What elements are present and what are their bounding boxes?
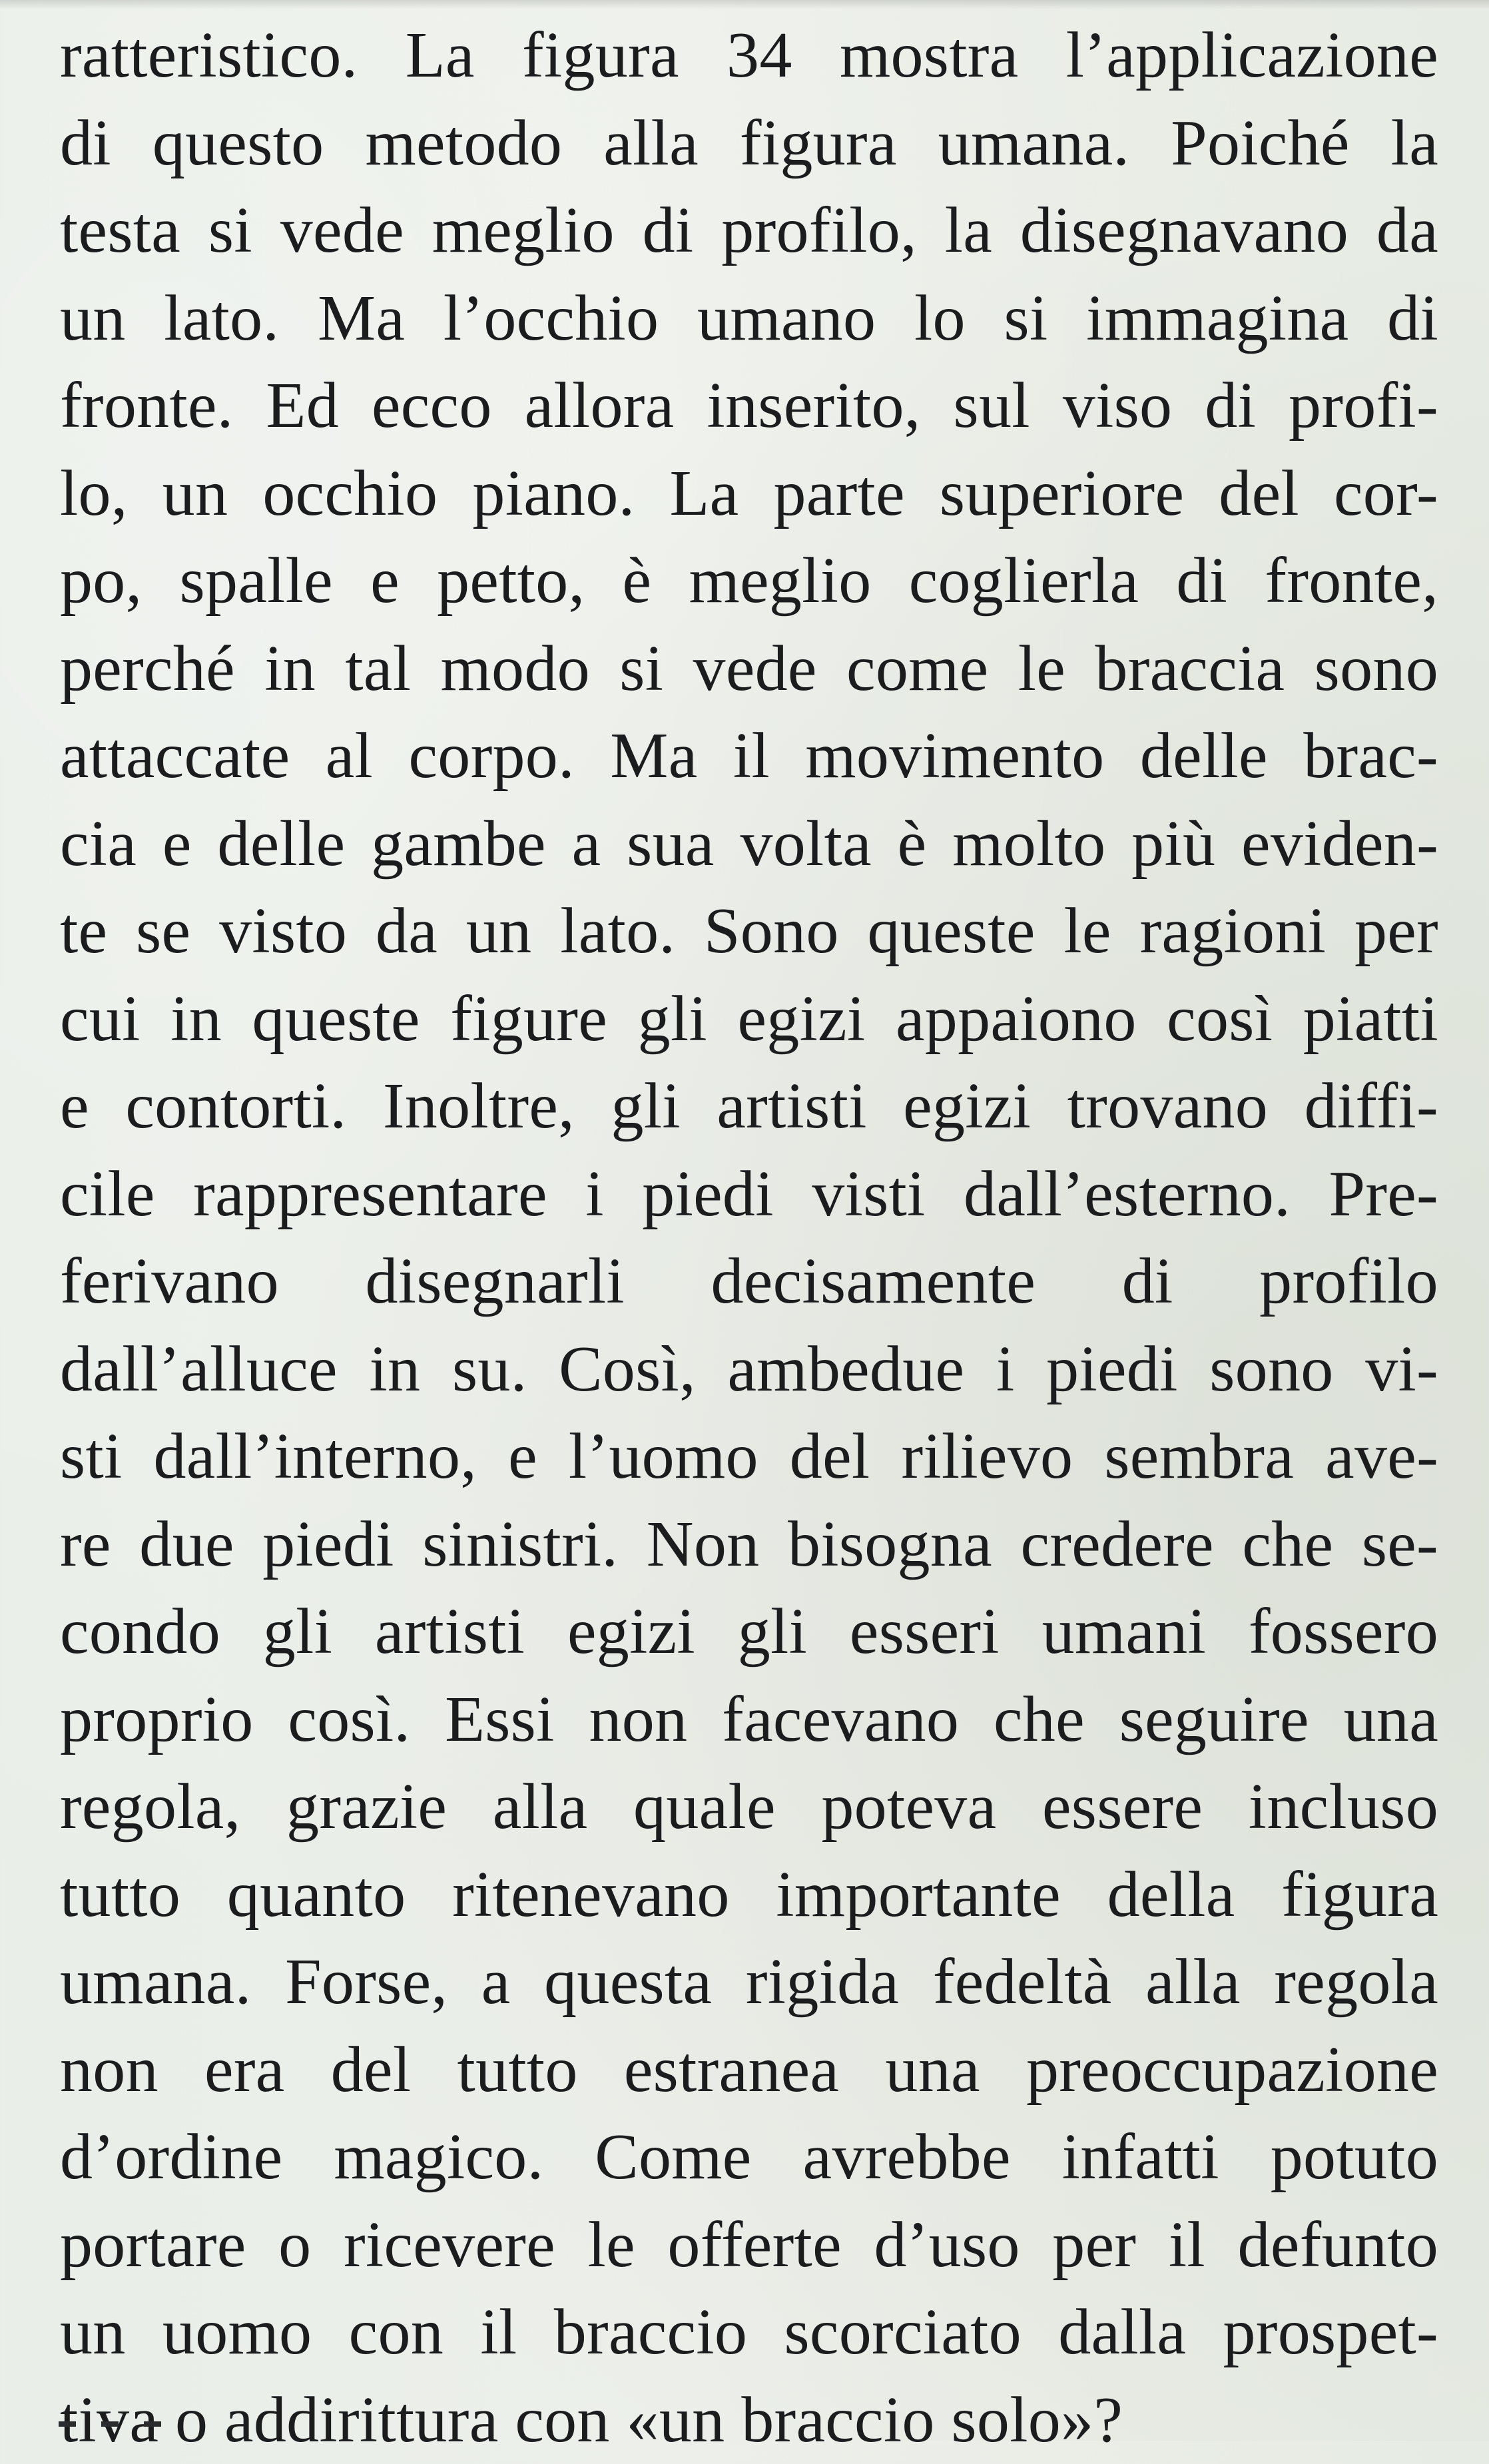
text-line: cile rappresentare i piedi visti dall’esterno. Pre-: [60, 1151, 1438, 1239]
glyph-fragment: [144, 2421, 161, 2447]
text-line: regola, grazie alla quale poteva essere incluso: [60, 1763, 1438, 1851]
text-line: un lato. Ma l’occhio umano lo si immagina di: [60, 275, 1438, 363]
text-line: fronte. Ed ecco allora inserito, sul viso di profi-: [60, 362, 1438, 450]
text-line: lo, un occhio piano. La parte superiore del cor-: [60, 450, 1438, 538]
text-line: cia e delle gambe a sua volta è molto più eviden-: [60, 800, 1438, 888]
text-line: tutto quanto ritenevano importante della figura: [60, 1851, 1438, 1939]
text-line: e contorti. Inoltre, gli artisti egizi trovano diffi-: [60, 1063, 1438, 1151]
text-line: po, spalle e petto, è meglio coglierla di fronte,: [60, 537, 1438, 625]
text-line: te se visto da un lato. Sono queste le ragioni per: [60, 888, 1438, 976]
text-line: portare o ricevere le offerte d’uso per il defunto: [60, 2202, 1438, 2290]
text-line: condo gli artisti egizi gli esseri umani fossero: [60, 1588, 1438, 1676]
text-line: dall’alluce in su. Così, ambedue i piedi sono vi-: [60, 1326, 1438, 1414]
text-line: ratteristico. La figura 34 mostra l’applicazione: [60, 12, 1438, 100]
text-line: testa si vede meglio di profilo, la disegnavano da: [60, 187, 1438, 275]
text-line: un uomo con il braccio scorciato dalla prospet-: [60, 2289, 1438, 2377]
text-line: attaccate al corpo. Ma il movimento delle brac-: [60, 713, 1438, 800]
text-line: non era del tutto estranea una preoccupazione: [60, 2026, 1438, 2114]
body-text: [60, 12, 1438, 2464]
text-line: tiva o addirittura con «un braccio solo»?: [60, 2377, 1438, 2464]
cut-off-next-line: [59, 2421, 458, 2448]
glyph-fragment: [59, 2421, 76, 2447]
text-line: sti dall’interno, e l’uomo del rilievo sembra ave-: [60, 1413, 1438, 1501]
text-line: proprio così. Essi non facevano che seguire una: [60, 1676, 1438, 1764]
text-line: ferivano disegnarli decisamente di profilo: [60, 1238, 1438, 1326]
text-line: umana. Forse, a questa rigida fedeltà alla regola: [60, 1939, 1438, 2026]
page-top-shadow: [0, 0, 1489, 9]
text-line: perché in tal modo si vede come le braccia sono: [60, 625, 1438, 713]
text-line: di questo metodo alla figura umana. Poiché la: [60, 100, 1438, 188]
text-line: re due piedi sinistri. Non bisogna credere che se-: [60, 1501, 1438, 1589]
glyph-fragment: [101, 2421, 119, 2447]
text-line: d’ordine magico. Come avrebbe infatti potuto: [60, 2114, 1438, 2202]
text-line: cui in queste figure gli egizi appaiono così piatti: [60, 976, 1438, 1064]
